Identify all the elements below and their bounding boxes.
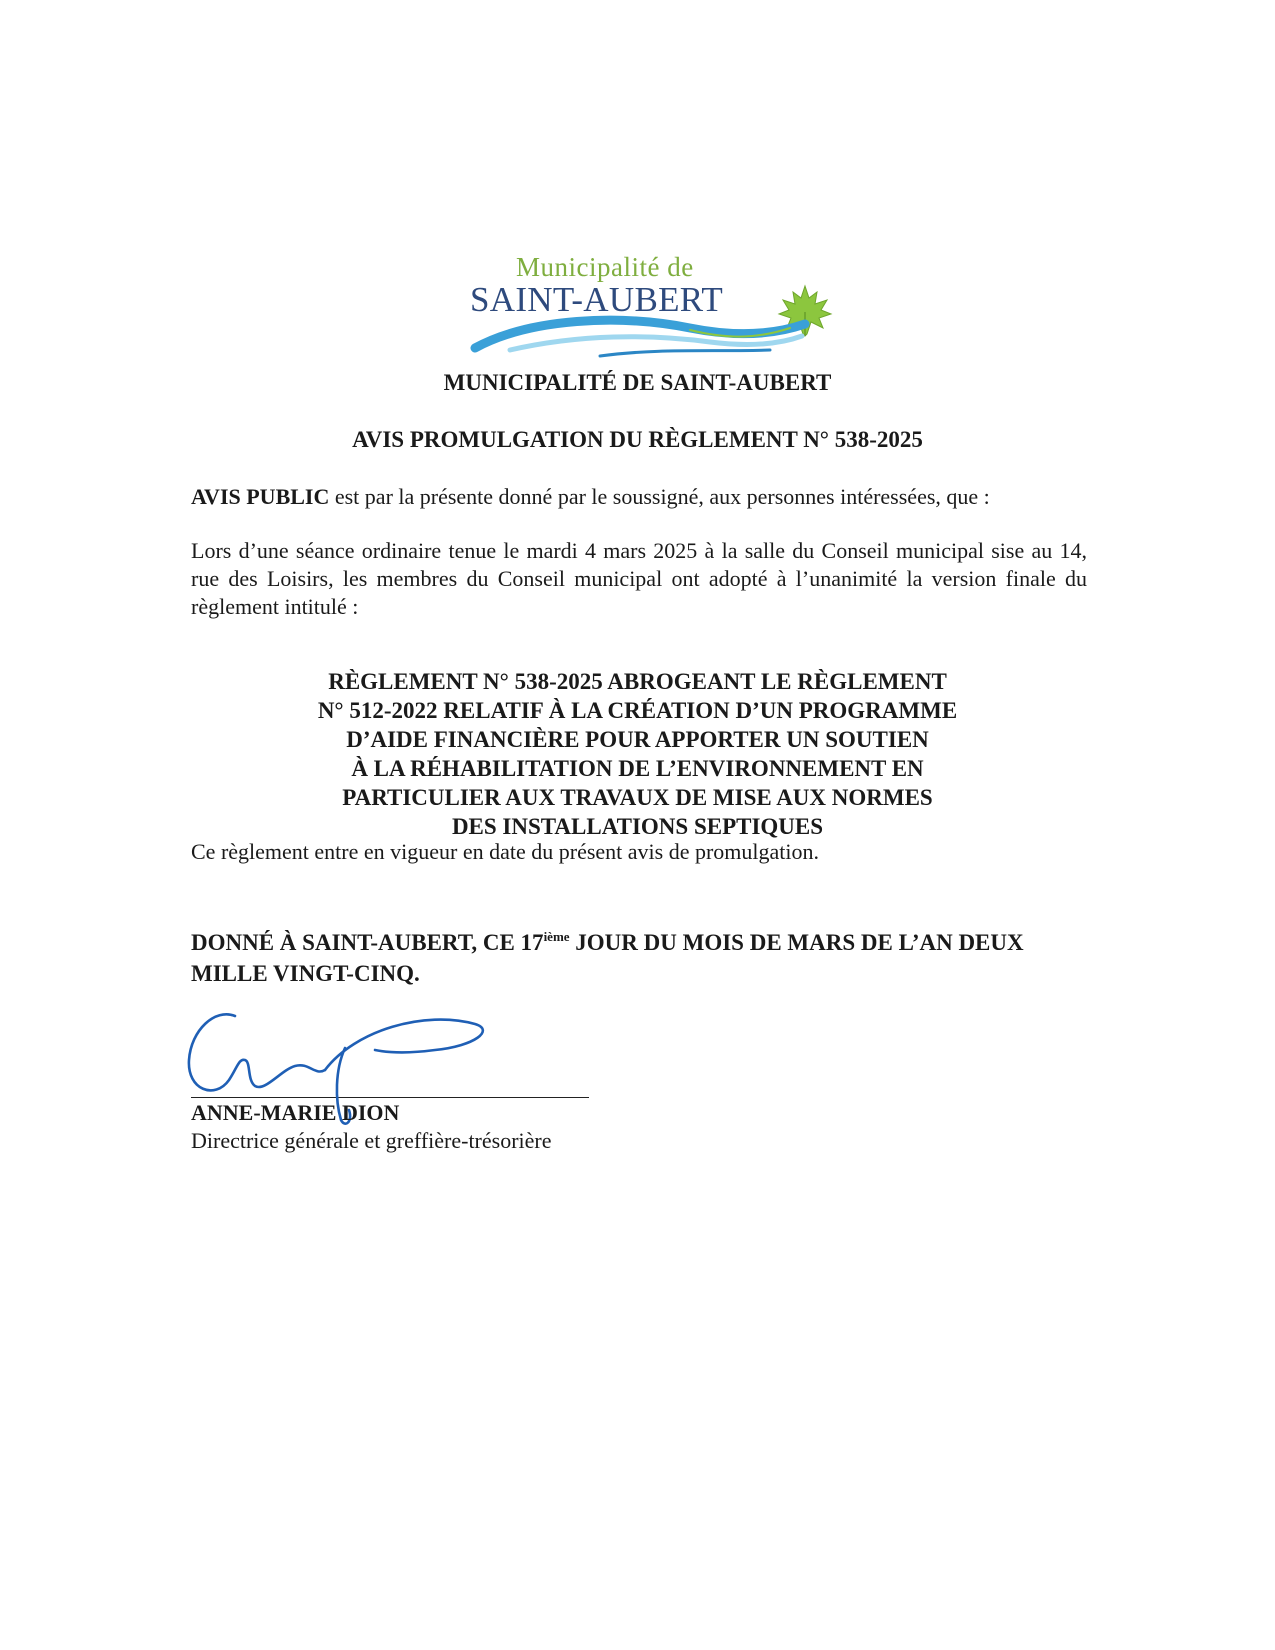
regulation-title-line: PARTICULIER AUX TRAVAUX DE MISE AUX NORMES [342,785,933,810]
given-before: DONNÉ À SAINT-AUBERT, CE 17 [191,930,544,955]
given-after: JOUR DU MOIS DE MARS DE L’AN DEUX MILLE VINGT-CINQ. [191,930,1024,986]
given-sup: ième [543,929,570,944]
document-title: MUNICIPALITÉ DE SAINT-AUBERT [443,370,832,395]
regulation-title-line: D’AIDE FINANCIÈRE POUR APPORTER UN SOUTIEN [346,727,929,752]
intro-bold-lead: AVIS PUBLIC [191,484,330,509]
signer-title: Directrice générale et greffière-trésorière [191,1128,552,1153]
session-paragraph: Lors d’une séance ordinaire tenue le mardi 4 mars 2025 à la salle du Conseil municipal sise au 14, rue des Loisirs, les membres du Conseil municipal ont adopté à l’unanimité la version finale du règlement intitulé : [191,538,1087,619]
regulation-title-line: DES INSTALLATIONS SEPTIQUES [451,814,824,839]
municipality-logo [470,252,830,362]
document-subtitle: AVIS PROMULGATION DU RÈGLEMENT N° 538-2025 [352,427,923,452]
intro-paragraph [191,483,1087,511]
given-statement [191,927,1087,989]
regulation-title-line: N° 512-2022 RELATIF À LA CRÉATION D’UN PROGRAMME [317,698,958,723]
intro-text: est par la présente donné par le soussigné, aux personnes intéressées, que : [329,484,990,509]
logo-saint-aubert-text: SAINT-AUBERT [470,280,723,319]
regulation-title-line: RÈGLEMENT N° 538-2025 ABROGEANT LE RÈGLEMENT [328,669,947,694]
effect-paragraph: Ce règlement entre en vigueur en date du présent avis de promulgation. [191,839,820,864]
regulation-title [0,667,1275,841]
signer-name: ANNE-MARIE DION [191,1100,400,1125]
logo-municipalite-text: Municipalité de [516,252,694,282]
regulation-title-line: À LA RÉHABILITATION DE L’ENVIRONNEMENT EN [351,756,924,781]
logo-waves-icon [470,310,810,362]
